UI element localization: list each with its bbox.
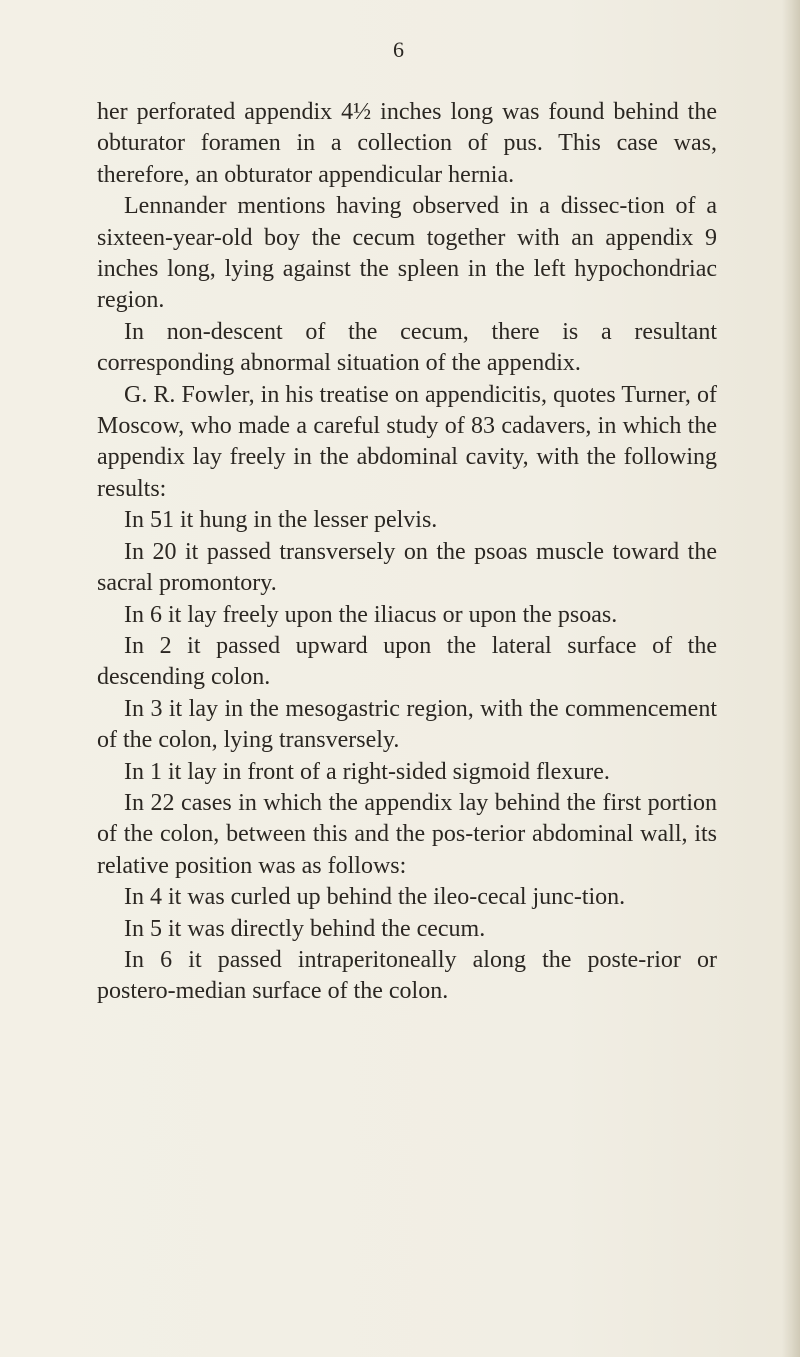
retro-line-3: In 6 it passed intraperitoneally along the poste-rior or postero-median surface of the colon. <box>97 946 717 1005</box>
page-edge-shadow <box>782 0 800 1357</box>
result-line-6: In 1 it lay in front of a right-sided sigmoid flexure. <box>124 758 610 785</box>
paragraph-3: In non-descent of the cecum, there is a resultant corresponding abnormal situation of the appendix. <box>97 318 717 377</box>
result-line-1: In 51 it hung in the lesser pelvis. <box>124 507 438 534</box>
retro-line-1: In 4 it was curled up behind the ileo-cecal junc-tion. <box>124 884 626 911</box>
result-line-2: In 20 it passed transversely on the psoas muscle toward the sacral promontory. <box>97 538 717 597</box>
paragraph-1: her perforated appendix 4½ inches long was found behind the obturator foramen in a collection of pus. This case was, therefore, an obturator appendicular hernia. <box>97 99 717 188</box>
retro-line-2: In 5 it was directly behind the cecum. <box>124 915 486 942</box>
result-line-3: In 6 it lay freely upon the iliacus or upon the psoas. <box>124 601 618 628</box>
result-line-4: In 2 it passed upward upon the lateral surface of the descending colon. <box>97 632 717 691</box>
paragraph-retro: In 22 cases in which the appendix lay behind the first portion of the colon, between this and the pos-terior abdominal wall, its relative position was as follows: <box>97 789 717 879</box>
paragraph-4: G. R. Fowler, in his treatise on appendicitis, quotes Turner, of Moscow, who made a careful study of 83 cadavers, in which the appendix lay freely in the abdominal cavity, with the following results: <box>97 381 717 502</box>
paragraph-2: Lennander mentions having observed in a dissec-tion of a sixteen-year-old boy the cecum together with an appendix 9 inches long, lying against the spleen in the left hypochondriac region. <box>97 193 717 314</box>
body-text <box>97 97 717 1008</box>
page-number: 6 <box>393 37 405 62</box>
result-line-5: In 3 it lay in the mesogastric region, with the commencement of the colon, lying transversely. <box>97 695 717 754</box>
